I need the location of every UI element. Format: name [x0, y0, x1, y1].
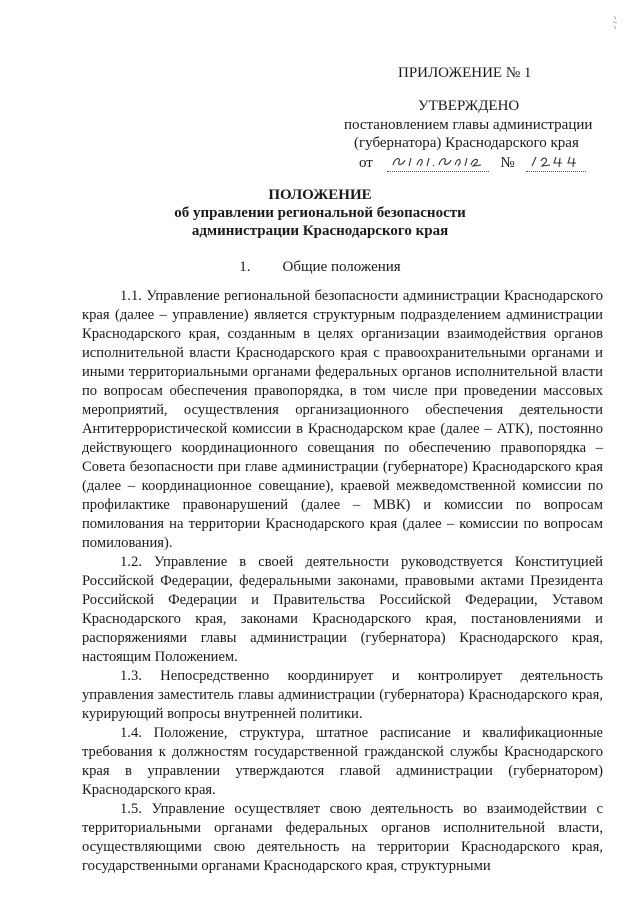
paragraph-text: Непосредственно координирует и контролирует деятельность управления заместитель главы администрации (губернатора) Краснодарского края, курирующий вопросы внутренней политики. [82, 668, 604, 722]
decree-line-2: (губернатора) Краснодарского края [354, 135, 579, 151]
number-label: № [500, 155, 515, 171]
title-line-2: об управлении региональной безопасности [174, 205, 466, 221]
paragraph-number: 1.2. [120, 554, 142, 570]
paragraph-1-3 [82, 667, 603, 724]
paragraph-number: 1.1. [120, 288, 142, 304]
handwritten-number [526, 153, 586, 172]
title-line-1: ПОЛОЖЕНИЕ [268, 187, 372, 203]
paragraph-number: 1.4. [120, 725, 142, 741]
appendix-label: ПРИЛОЖЕНИЕ № 1 [398, 65, 532, 81]
section-number: 1. [239, 259, 251, 275]
paragraph-text: Управление в своей деятельности руководствуется Конституцией Российской Федерации, федеральными законами, правовыми актами Президента Российской Федерации и Правительства Российской Федерации, Уставом Краснодарского края, законами Краснодарского края, постановлениями и распоряжениями главы администрации (губернатора) Краснодарского края, настоящим Положением. [82, 554, 603, 665]
paragraph-number: 1.5. [120, 801, 142, 817]
decree-line-1: постановлением главы администрации [344, 117, 593, 133]
paragraph-number: 1.3. [120, 668, 142, 684]
title-line-3: администрации Краснодарского края [191, 223, 449, 239]
paragraph-text: Положение, структура, штатное расписание и квалификационные требования к должностям государственной гражданской службы Краснодарского края в управлении утверждаются главой администрации (губернатором) Краснодарского края. [82, 725, 603, 798]
paragraph-1-5 [82, 800, 603, 876]
paragraph-text: Управление осуществляет свою деятельность во взаимодействии с территориальными органами федеральных органов исполнительной власти, осуществляющими свою деятельность на территории Краснодарского края, государственными органами Краснодарского края, структурными [82, 801, 604, 874]
body-text [82, 287, 603, 876]
paragraph-1-1 [82, 287, 603, 553]
paragraph-1-4 [82, 724, 603, 800]
decree-date-number [359, 153, 586, 172]
paragraph-text: Управление региональной безопасности администрации Краснодарского края (далее – управление) является структурным подразделением администрации Краснодарского края, созданным в целях организации взаимодействия органов исполнительной власти Краснодарского края с правоохранительными органами и иными территориальными органами федеральных органов исполнительной власти по вопросам обеспечения правопорядка, в том числе при проведении массовых мероприятий, осуществления организационного обеспечения деятельности Антитеррористической комиссии в Краснодарском крае (далее – АТК), постоянно действующего координационного совещания по обеспечению правопорядка – Совета безопасности при главе администрации (губернаторе) Краснодарского края (далее – координационное совещание), краевой межведомственной комиссии по профилактике правонарушений (далее – МВК) и комиссии по вопросам помилования на территории Краснодарского края (далее – комиссии по вопросам помилования). [82, 288, 603, 551]
section-title: Общие положения [282, 259, 401, 275]
handwritten-date [387, 153, 489, 172]
scan-mark [610, 14, 620, 32]
section-heading [60, 258, 580, 276]
from-label: от [359, 155, 373, 171]
approved-label: УТВЕРЖДЕНО [418, 98, 520, 114]
document-title [60, 186, 580, 240]
paragraph-1-2 [82, 553, 603, 667]
